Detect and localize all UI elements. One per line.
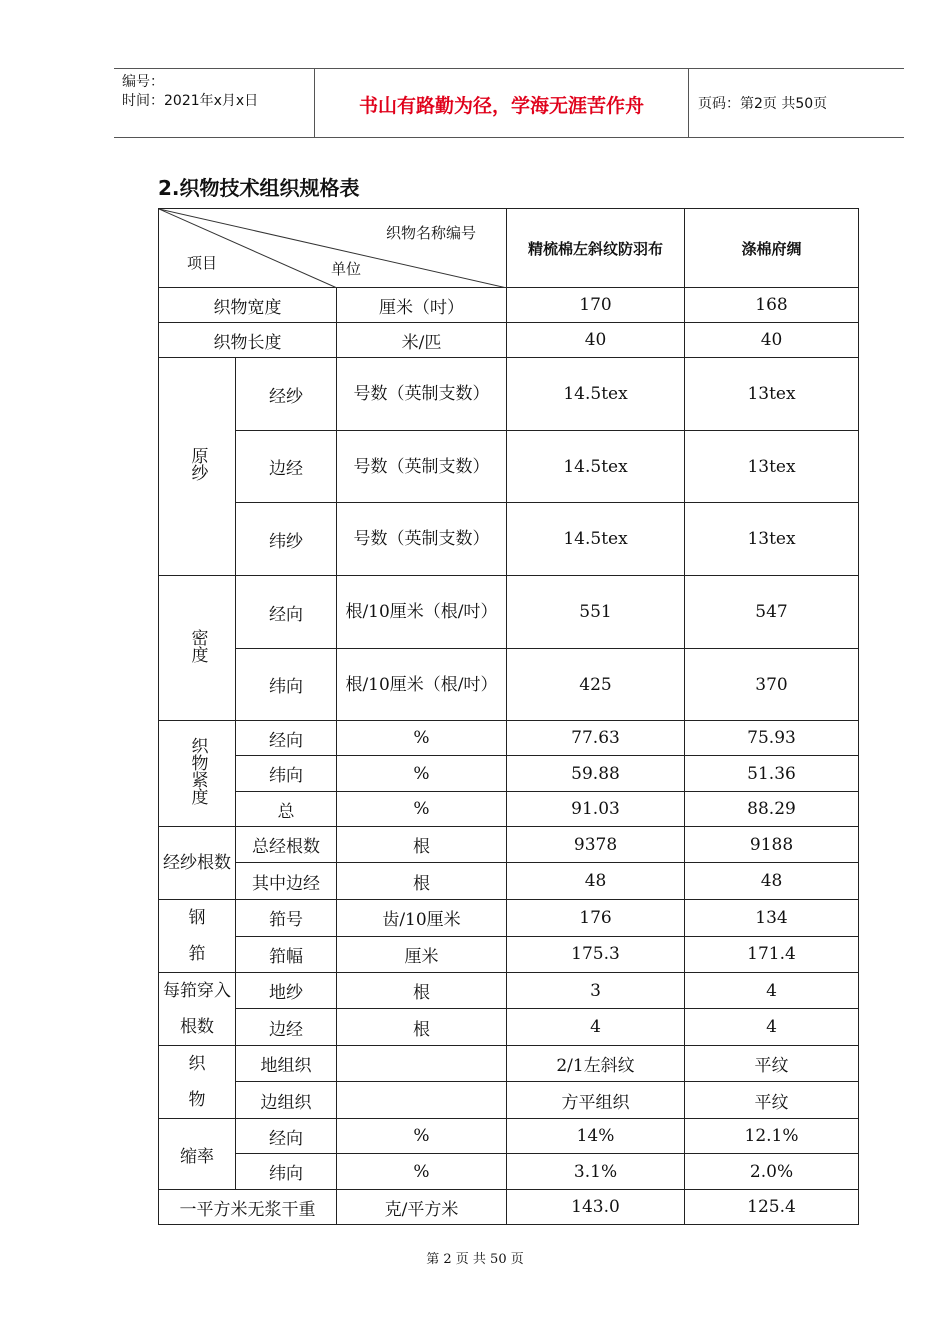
table-row <box>159 721 859 756</box>
value-cell: 77.63 <box>507 721 685 756</box>
unit-cell <box>337 1046 507 1082</box>
value-cell: 14.5tex <box>507 503 685 576</box>
header-meta <box>122 73 258 111</box>
group-label: 原纱 <box>159 358 236 576</box>
value-cell: 9188 <box>685 827 859 863</box>
table-row <box>159 1046 859 1082</box>
page-footer: 第 2 页 共 50 页 <box>426 1252 524 1267</box>
table-row <box>159 1190 859 1225</box>
value-cell: 12.1% <box>685 1119 859 1154</box>
header-divider <box>688 69 689 137</box>
table-row <box>159 649 859 721</box>
value-cell: 176 <box>507 900 685 937</box>
value-cell: 125.4 <box>685 1190 859 1225</box>
table-row <box>159 1082 859 1119</box>
value-cell: 91.03 <box>507 792 685 827</box>
unit-cell: 根 <box>337 827 507 863</box>
table-row <box>159 1119 859 1154</box>
row-label: 织物宽度 <box>159 288 337 323</box>
value-cell: 370 <box>685 649 859 721</box>
value-cell: 14% <box>507 1119 685 1154</box>
corner-label-fabric-name: 织物名称编号 <box>386 224 477 242</box>
table-row <box>159 1009 859 1046</box>
unit-cell: 号数（英制支数） <box>337 503 507 576</box>
value-cell: 平纹 <box>685 1046 859 1082</box>
value-cell: 2/1左斜纹 <box>507 1046 685 1082</box>
unit-cell: 克/平方米 <box>337 1190 507 1225</box>
group-label: 密度 <box>159 576 236 721</box>
row-label: 筘号 <box>236 900 337 937</box>
table-row <box>159 756 859 792</box>
table-row <box>159 323 859 358</box>
value-cell: 13tex <box>685 358 859 431</box>
diagonal-header-cell <box>159 209 507 288</box>
table-row <box>159 900 859 937</box>
unit-cell: 根/10厘米（根/吋） <box>337 576 507 649</box>
value-cell: 3.1% <box>507 1154 685 1190</box>
row-label: 经向 <box>236 721 337 756</box>
value-cell: 51.36 <box>685 756 859 792</box>
table-row <box>159 792 859 827</box>
row-label: 地组织 <box>236 1046 337 1082</box>
group-label: 织物紧度 <box>159 721 236 827</box>
row-label: 纬向 <box>236 756 337 792</box>
row-label: 经向 <box>236 576 337 649</box>
row-label: 织物长度 <box>159 323 337 358</box>
table-row <box>159 973 859 1009</box>
value-cell: 13tex <box>685 431 859 503</box>
row-label: 纬向 <box>236 1154 337 1190</box>
page-header <box>114 68 904 138</box>
unit-cell: 根 <box>337 973 507 1009</box>
group-label: 缩率 <box>159 1119 236 1190</box>
table-row <box>159 431 859 503</box>
row-label: 经纱 <box>236 358 337 431</box>
table-row <box>159 503 859 576</box>
value-cell: 40 <box>507 323 685 358</box>
corner-label-item: 项目 <box>187 254 218 272</box>
row-label: 一平方米无浆干重 <box>159 1190 337 1225</box>
header-number: 编号： <box>122 74 164 90</box>
section-title: 2.织物技术组织规格表 <box>158 176 360 200</box>
unit-cell: % <box>337 1119 507 1154</box>
value-cell: 4 <box>507 1009 685 1046</box>
unit-cell: 厘米（吋） <box>337 288 507 323</box>
row-label: 其中边经 <box>236 863 337 900</box>
value-cell: 175.3 <box>507 936 685 973</box>
value-cell: 3 <box>507 973 685 1009</box>
value-cell: 88.29 <box>685 792 859 827</box>
value-cell: 13tex <box>685 503 859 576</box>
table-row <box>159 576 859 649</box>
value-cell: 551 <box>507 576 685 649</box>
value-cell: 547 <box>685 576 859 649</box>
row-label: 纬向 <box>236 649 337 721</box>
unit-cell: 齿/10厘米 <box>337 900 507 937</box>
value-cell: 9378 <box>507 827 685 863</box>
fabric-spec-table <box>158 208 859 1225</box>
table-row <box>159 1154 859 1190</box>
value-cell: 59.88 <box>507 756 685 792</box>
column-header: 精梳棉左斜纹防羽布 <box>507 209 685 288</box>
row-label: 筘幅 <box>236 936 337 973</box>
unit-cell: 根 <box>337 1009 507 1046</box>
unit-cell: % <box>337 756 507 792</box>
unit-cell: 号数（英制支数） <box>337 358 507 431</box>
value-cell: 14.5tex <box>507 358 685 431</box>
value-cell: 170 <box>507 288 685 323</box>
row-label: 边经 <box>236 431 337 503</box>
unit-cell: % <box>337 1154 507 1190</box>
value-cell: 134 <box>685 900 859 937</box>
row-label: 总经根数 <box>236 827 337 863</box>
value-cell: 48 <box>507 863 685 900</box>
row-label: 经向 <box>236 1119 337 1154</box>
unit-cell: 根 <box>337 863 507 900</box>
table-row <box>159 936 859 973</box>
unit-cell: 厘米 <box>337 936 507 973</box>
row-label: 总 <box>236 792 337 827</box>
value-cell: 4 <box>685 973 859 1009</box>
corner-label-unit: 单位 <box>331 260 362 278</box>
unit-cell <box>337 1082 507 1119</box>
header-time: 时间：2021年x月x日 <box>122 93 259 109</box>
unit-cell: % <box>337 792 507 827</box>
value-cell: 平纹 <box>685 1082 859 1119</box>
value-cell: 168 <box>685 288 859 323</box>
value-cell: 2.0% <box>685 1154 859 1190</box>
value-cell: 4 <box>685 1009 859 1046</box>
group-label: 每筘穿入根数 <box>159 973 236 1046</box>
group-label: 织物 <box>159 1046 236 1119</box>
value-cell: 14.5tex <box>507 431 685 503</box>
group-label: 经纱根数 <box>159 827 236 900</box>
table-row <box>159 288 859 323</box>
table-row <box>159 827 859 863</box>
value-cell: 75.93 <box>685 721 859 756</box>
unit-cell: 号数（英制支数） <box>337 431 507 503</box>
value-cell: 40 <box>685 323 859 358</box>
unit-cell: 根/10厘米（根/吋） <box>337 649 507 721</box>
row-label: 边组织 <box>236 1082 337 1119</box>
row-label: 地纱 <box>236 973 337 1009</box>
unit-cell: % <box>337 721 507 756</box>
table-row <box>159 863 859 900</box>
row-label: 边经 <box>236 1009 337 1046</box>
header-page-number: 页码：第2页 共50页 <box>698 96 828 112</box>
value-cell: 方平组织 <box>507 1082 685 1119</box>
table-header-row <box>159 209 859 288</box>
column-header: 涤棉府绸 <box>685 209 859 288</box>
value-cell: 143.0 <box>507 1190 685 1225</box>
row-label: 纬纱 <box>236 503 337 576</box>
group-label: 钢筘 <box>159 900 236 973</box>
value-cell: 48 <box>685 863 859 900</box>
header-motto: 书山有路勤为径，学海无涯苦作舟 <box>358 95 644 117</box>
value-cell: 425 <box>507 649 685 721</box>
value-cell: 171.4 <box>685 936 859 973</box>
table-row <box>159 358 859 431</box>
unit-cell: 米/匹 <box>337 323 507 358</box>
